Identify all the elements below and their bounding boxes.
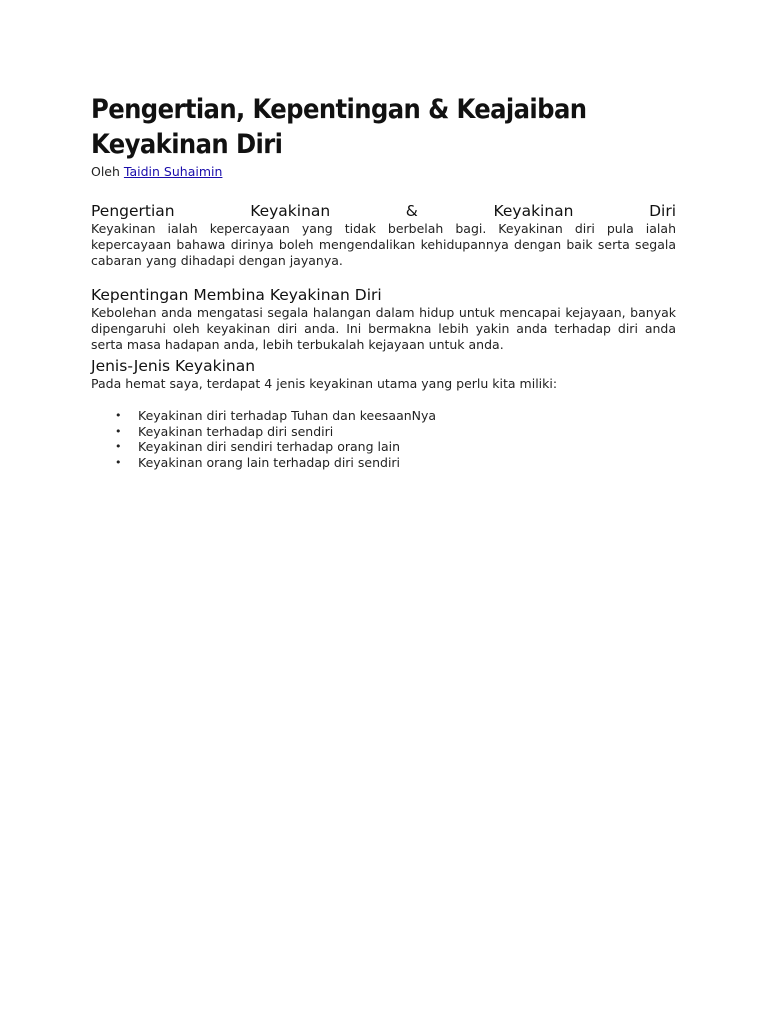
byline [91, 164, 676, 180]
list-item [115, 439, 676, 455]
list-item-text: Keyakinan orang lain terhadap diri sendiri [138, 454, 401, 470]
section-heading-jenis: Jenis-Jenis Keyakinan [91, 357, 256, 375]
list-item-text: Keyakinan diri sendiri terhadap orang lain [138, 439, 401, 454]
list-item [115, 423, 676, 440]
author-link[interactable]: Taidin Suhaimin [123, 164, 223, 179]
list-item-text: Keyakinan diri terhadap Tuhan dan keesaanNya [138, 408, 437, 423]
heading-word: & [405, 202, 418, 220]
bullet-icon: • [115, 424, 122, 438]
section-heading-kepentingan: Kepentingan Membina Keyakinan Diri [91, 286, 382, 304]
heading-word: Diri [649, 202, 676, 220]
section-body-pengertian: Keyakinan ialah kepercayaan yang tidak berbelah bagi. Keyakinan diri pula ialah kepercayaan bahawa dirinya boleh mengendalikan kehidupannya dengan baik serta segala cabaran yang dihadapi dengan jayanya. [91, 221, 676, 268]
byline-prefix: Oleh [91, 164, 120, 179]
list-item [115, 454, 676, 471]
document-content [91, 92, 676, 470]
heading-word: Keyakinan [493, 202, 574, 220]
heading-word: Pengertian [91, 202, 175, 220]
bullet-icon: • [115, 455, 122, 469]
document-title [91, 92, 676, 162]
list-item-text: Keyakinan terhadap diri sendiri [138, 423, 334, 439]
heading-word: Keyakinan [250, 202, 331, 220]
keyakinan-list [91, 408, 676, 470]
section-body-jenis: Pada hemat saya, terdapat 4 jenis keyakinan utama yang perlu kita miliki: [91, 376, 558, 391]
bullet-icon: • [115, 440, 122, 453]
bullet-icon: • [115, 409, 122, 422]
section-body-kepentingan: Kebolehan anda mengatasi segala halangan dalam hidup untuk mencapai kejayaan, banyak dipengaruhi oleh keyakinan diri anda. Ini bermakna lebih yakin anda terhadap diri anda serta masa hadapan anda, lebih terbukalah kejayaan untuk anda. [91, 305, 676, 352]
list-item [115, 408, 676, 424]
title-line-1: Pengertian, Kepentingan & Keajaiban [91, 94, 587, 125]
section-heading-pengertian [91, 201, 676, 221]
title-line-2: Keyakinan Diri [91, 129, 283, 160]
